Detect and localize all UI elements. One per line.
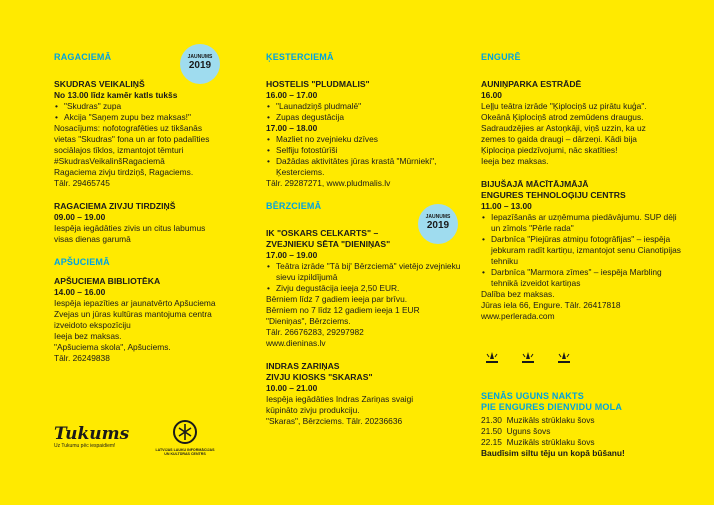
bullet-list xyxy=(266,101,471,123)
text-line: #SkudrasVeikalinšRagaciemā xyxy=(54,156,165,166)
venue-name: IK "OSKARS CELKARTS" – xyxy=(266,228,379,238)
text-line: www.dieninas.lv xyxy=(266,338,326,348)
schedule-time: 21.30 xyxy=(481,415,502,425)
text-line: vietas "Skudras" fona un ar foto padalīties xyxy=(54,134,210,144)
list-item: • Selfiju fotostūrīši xyxy=(266,145,471,156)
text-line: Iespēja iepazīties ar jaunatvērto Apšuciema xyxy=(54,298,216,308)
text-line: Sadraudzējies ar Astoņkāji, viņš uzzin, ka uz xyxy=(481,123,646,133)
venue-block xyxy=(481,79,686,167)
text-line: "Skaras", Bērzciems. Tālr. 20236636 xyxy=(266,416,403,426)
venue-time: 09.00 – 19.00 xyxy=(54,212,106,222)
schedule-text: Uguns šovs xyxy=(506,426,551,436)
region-title: PIE ENGURES DIENVIDU MOLA xyxy=(481,402,623,412)
venue-name: SKUDRAS VEIKALIŅŠ xyxy=(54,79,145,89)
list-item: • Mazliet no zvejnieku dzīves xyxy=(266,134,471,145)
region-title: BĒRZCIEMĀ xyxy=(266,201,322,211)
bullet-list xyxy=(54,101,259,123)
list-item: • Zupas degustācija xyxy=(266,112,471,123)
bullet-list xyxy=(266,261,471,294)
text-line: Tālr. 26249838 xyxy=(54,353,110,363)
text-line: Jūras iela 66, Engure. Tālr. 26417818 xyxy=(481,300,621,310)
region-title: RAGACIEMĀ xyxy=(54,52,112,62)
venue-name: APŠUCIEMA BIBLIOTĒKA xyxy=(54,276,161,286)
venue-block xyxy=(54,276,259,364)
venue-time: 17.00 – 19.00 xyxy=(266,250,318,260)
text-line: Ķiplociņa piedzīvojumi, nāc skatīties! xyxy=(481,145,618,155)
badge-year: 2019 xyxy=(188,60,212,71)
venue-name: ZVEJNIEKU SĒTA "DIENIŅAS" xyxy=(266,239,391,249)
venue-block xyxy=(481,179,686,322)
column-2 xyxy=(266,52,471,439)
text-line: kūpināto zivju produkciju. xyxy=(266,405,360,415)
venue-time: 16.00 – 17.00 xyxy=(266,90,318,100)
schedule-time: 21.50 xyxy=(481,426,502,436)
list-item: • Iepazīšanās ar uzņēmuma piedāvājumu. SUP dēļi un zīmols "Pērle rada" xyxy=(481,212,686,234)
closing-text: Baudīsim siltu tēju un kopā būšanu! xyxy=(481,448,625,458)
venue-name: HOSTELIS "PLUDMALIS" xyxy=(266,79,370,89)
schedule-text: Muzikāls strūklaku šovs xyxy=(506,437,595,447)
text-line: Tālr. 29465745 xyxy=(54,178,110,188)
venue-name: RAGACIEMA ZIVJU TIRDZIŅŠ xyxy=(54,201,176,211)
venue-time: 17.00 – 18.00 xyxy=(266,123,318,133)
text-line: izveidoto ekspozīciju xyxy=(54,320,131,330)
badge-label: JAUNUMS xyxy=(425,214,451,220)
venue-time: 11.00 – 13.00 xyxy=(481,201,532,211)
venue-name: BIJUŠAJĀ MĀCĪTĀJMĀJĀ xyxy=(481,179,589,189)
column-3 xyxy=(481,52,686,334)
text-line: Bērniem no 7 līdz 12 gadiem ieeja 1 EUR xyxy=(266,305,420,315)
venue-name: ENGURES TEHNOLOĢIJU CENTRS xyxy=(481,190,626,200)
list-item: • "Skudras" zupa xyxy=(54,101,259,112)
venue-subtitle: No 13.00 līdz kamēr katls tukšs xyxy=(54,90,178,100)
text-line: Nosacījums: nofotografēties uz tikšanās xyxy=(54,123,203,133)
text-line: Iespēja iegādāties Indras Zariņas svaigi xyxy=(266,394,414,404)
schedule-row xyxy=(481,437,686,448)
bullet-list xyxy=(481,212,686,289)
venue-block xyxy=(266,79,471,189)
text-line: Ragaciema zivju tirdziņš, Ragaciems. xyxy=(54,167,194,177)
badge-label: JAUNUMS xyxy=(187,54,213,60)
text-line: sociālajos tīklos, izmantojot tēmturi xyxy=(54,145,184,155)
culture-center-text: LATVIJAS LAUKU INFORMĀCIJAS UN KULTŪRAS CENTRS xyxy=(155,448,215,457)
region-title: SENĀS UGUNS NAKTS xyxy=(481,391,584,401)
list-item: • Darbnīca "Marmora zīmes" – iespēja Marbling tehnikā izveidot kartiņas xyxy=(481,267,686,289)
text-line: Bērniem līdz 7 gadiem ieeja par brīvu. xyxy=(266,294,408,304)
venue-name: AUNIŅPARKA ESTRĀDĒ xyxy=(481,79,582,89)
culture-center-icon xyxy=(172,419,198,445)
text-line: Okeānā Ķiplociņš atrod zemūdens draugus. xyxy=(481,112,644,122)
venue-time: 16.00 xyxy=(481,90,502,100)
text-line: www.perlerada.com xyxy=(481,311,555,321)
text-line: Ieeja bez maksas. xyxy=(481,156,549,166)
schedule-row xyxy=(481,415,686,426)
list-item: • Dažādas aktivitātes jūras krastā "Mūrnieki", Ķesterciems. xyxy=(266,156,471,178)
text-line: "Apšuciema skola", Apšuciems. xyxy=(54,342,171,352)
venue-time: 14.00 – 16.00 xyxy=(54,287,106,297)
text-line: Zvejas un jūras kultūras mantojuma centra xyxy=(54,309,212,319)
text-line: zemes to gaida draugi – dārzeņi. Kādi bija xyxy=(481,134,637,144)
text-line: Leļļu teātra izrāde "Ķiplociņš uz pirātu kuģa". xyxy=(481,101,647,111)
venue-name: INDRAS ZARIŅAS xyxy=(266,361,340,371)
list-item: • Zivju degustācija ieeja 2,50 EUR. xyxy=(266,283,471,294)
text-line: visas dienas garumā xyxy=(54,234,131,244)
region-title: ENGURĒ xyxy=(481,52,521,62)
region-title: APŠUCIEMĀ xyxy=(54,257,110,267)
schedule-time: 22.15 xyxy=(481,437,502,447)
text-line: Tālr. 26676283, 29297982 xyxy=(266,327,364,337)
text-line: Tālr. 29287271, www.pludmalis.lv xyxy=(266,178,391,188)
venue-block xyxy=(266,361,471,427)
list-item: • Akcija "Saņem zupu bez maksas!" xyxy=(54,112,259,123)
fire-night-section xyxy=(481,391,686,459)
fire-icon xyxy=(556,350,572,366)
list-item: • "Launadziņš pludmalē" xyxy=(266,101,471,112)
column-1 xyxy=(54,52,259,376)
badge-year: 2019 xyxy=(426,220,450,231)
list-item: • Darbnīca "Piejūras atmiņu fotogrāfijas" – iespēja jebkuram radīt kartiņu, izmantojot senu Cianotipijas tehniku xyxy=(481,234,686,267)
text-line: Dalība bez maksas. xyxy=(481,289,555,299)
schedule-text: Muzikāls strūklaku šovs xyxy=(506,415,595,425)
venue-name: ZIVJU KIOSKS "SKARAS" xyxy=(266,372,373,382)
venue-block xyxy=(54,79,259,189)
text-line: "Dieniņas", Bērzciems. xyxy=(266,316,351,326)
tukums-slogan: Uz Tukumu pēc iespaidiem! xyxy=(54,443,116,449)
schedule-row xyxy=(481,426,686,437)
fire-icon xyxy=(520,350,536,366)
bullet-list xyxy=(266,134,471,178)
text-line: Iespēja iegādāties zivis un citus labumus xyxy=(54,223,206,233)
venue-time: 10.00 – 21.00 xyxy=(266,383,318,393)
venue-block xyxy=(266,228,471,349)
text-line: Ieeja bez maksas. xyxy=(54,331,122,341)
region-title: ĶESTERCIEMĀ xyxy=(266,52,334,62)
list-item: • Teātra izrāde "Tā bij' Bērzciemā" vietējo zvejnieku sievu izpildījumā xyxy=(266,261,471,283)
tukums-wordmark: Tukums xyxy=(54,424,130,444)
tukums-logo xyxy=(54,425,134,449)
culture-center-logo xyxy=(155,419,215,457)
fire-icon xyxy=(484,350,500,366)
venue-block xyxy=(54,201,259,245)
